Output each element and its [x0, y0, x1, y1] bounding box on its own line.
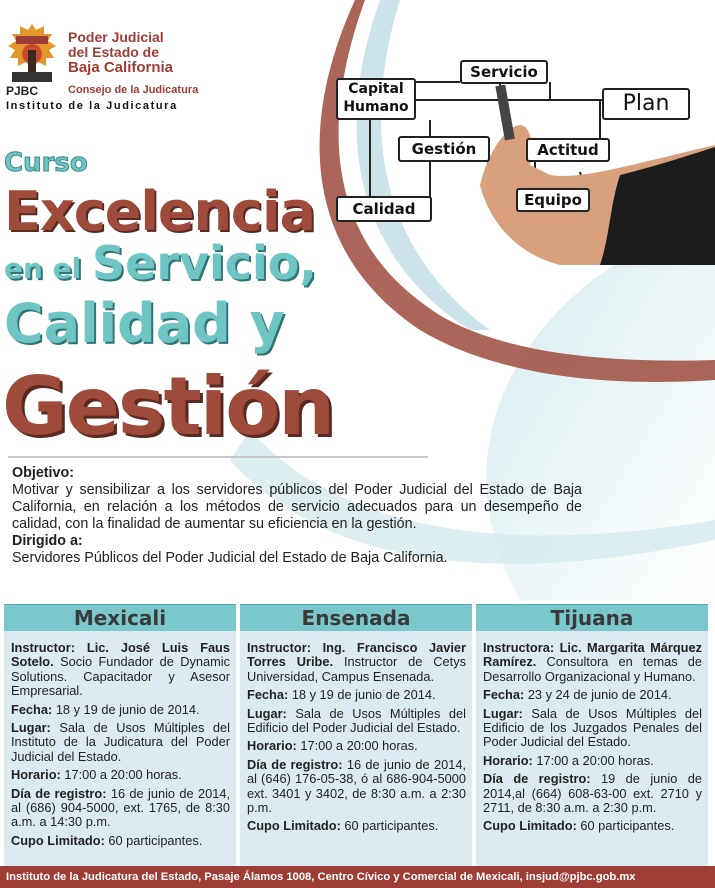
- cupo-value: 60 participantes.: [108, 832, 203, 848]
- registro-value: 16 de junio de 2014, al (646) 176-05-38, ó al 686-904-5000 ext. 3401 y 3402, de 8:30 a.m. a 2:30 p.m.: [247, 756, 466, 816]
- title-curso: Curso: [4, 148, 88, 178]
- sede-city: Mexicali: [4, 604, 236, 631]
- horario-value: 17:00 a 20:00 horas.: [300, 738, 418, 754]
- registro-label: Día de registro:: [247, 756, 343, 772]
- horario-label: Horario:: [483, 752, 533, 768]
- cupo-label: Cupo Limitado:: [247, 818, 341, 834]
- lugar-label: Lugar:: [11, 720, 51, 736]
- diagram-capital-humano: Capital Humano: [336, 78, 416, 120]
- org-line-3: Baja California: [68, 59, 174, 76]
- registro-value: 19 de junio de 2014,al (664) 608-63-00 ext. 2710 y 2711, de 8:30 a.m. a 2:30 p.m.: [483, 771, 702, 816]
- divider: [8, 456, 428, 458]
- instructor-label: Instructora:: [483, 640, 555, 655]
- diagram-servicio: Servicio: [460, 60, 548, 84]
- objetivo-heading: Objetivo:: [12, 465, 74, 481]
- diagram-plan: Plan: [602, 88, 690, 120]
- instructor-name: Lic. Margarita Márquez Ramírez.: [483, 640, 702, 670]
- course-description: [12, 465, 582, 567]
- registro-value: 16 de junio de 2014, al (686) 904-5000, ext. 1765, de 8:30 a.m. a 14:30 p.m.: [11, 785, 230, 830]
- cupo-value: 60 participantes.: [344, 818, 439, 834]
- lugar-value: Sala de Usos Múltiples del Instituto de la Judicatura del Poder Judicial del Estado.: [11, 720, 231, 764]
- dirigido-heading: Dirigido a:: [12, 533, 83, 549]
- lugar-value: Sala de Usos Múltiples del Edificio del Poder Judicial del Estado.: [247, 705, 467, 736]
- sede-city: Tijuana: [476, 604, 708, 631]
- cupo-value: 60 participantes.: [580, 818, 675, 834]
- registro-label: Día de registro:: [11, 785, 107, 801]
- instructor-desc: Consultora en temas de Desarrollo Organizacional y Humano.: [483, 654, 702, 684]
- concept-diagram: [330, 60, 715, 265]
- registro-label: Día de registro:: [483, 771, 591, 787]
- cupo-label: Cupo Limitado:: [11, 832, 105, 848]
- org-line-2: del Estado de: [68, 44, 160, 60]
- title-line-en-el: en el: [4, 252, 82, 285]
- sede-ensenada: [240, 604, 472, 866]
- instructor-desc: Socio Fundador de Dynamic Solutions. Capacitador y Asesor Empresarial.: [11, 654, 231, 699]
- header-branding: [6, 22, 226, 114]
- objetivo-text: Motivar y sensibilizar a los servidores públicos del Poder Judicial del Estado de Baja California, en relación a los métodos de servicio adecuados para un desempeño de calidad, con la finalidad de aumentar su eficiencia en la gestión.: [12, 482, 582, 532]
- horario-label: Horario:: [11, 767, 61, 783]
- diagram-actitud: Actitud: [526, 138, 610, 162]
- cupo-label: Cupo Limitado:: [483, 818, 577, 834]
- diagram-equipo: Equipo: [516, 188, 590, 212]
- organization-name: [68, 30, 228, 76]
- instructor-name: Lic. José Luis Faus Sotelo.: [11, 640, 230, 670]
- fecha-label: Fecha:: [483, 687, 525, 703]
- instructor-label: Instructor:: [11, 640, 75, 655]
- footer-contact: Instituto de la Judicatura del Estado, Pasaje Álamos 1008, Centro Cívico y Comercial de Mexicali, insjud@pjbc.gob.mx: [0, 866, 715, 888]
- instituto-label: Instituto de la Judicatura: [6, 100, 178, 112]
- sede-tijuana: [476, 604, 708, 866]
- title-line-servicio: Servicio,: [92, 236, 317, 290]
- org-line-1: Poder Judicial: [68, 29, 164, 45]
- fecha-label: Fecha:: [11, 701, 53, 717]
- title-line-excelencia: Excelencia: [4, 180, 315, 243]
- horario-value: 17:00 a 20:00 horas.: [64, 767, 182, 783]
- instructor-name: Ing. Francisco Javier Torres Uribe.: [247, 640, 466, 670]
- diagram-calidad: Calidad: [336, 196, 432, 222]
- title-line-gestion: Gestión: [2, 360, 334, 453]
- sede-mexicali: [4, 604, 236, 866]
- judicial-seal-logo: [6, 22, 58, 92]
- instructor-label: Instructor:: [247, 640, 311, 655]
- consejo-label: Consejo de la Judicatura: [68, 84, 199, 96]
- lugar-label: Lugar:: [247, 705, 287, 721]
- pjbc-label: PJBC: [6, 84, 39, 98]
- lugar-label: Lugar:: [483, 705, 523, 721]
- sede-city: Ensenada: [240, 604, 472, 631]
- diagram-gestion: Gestión: [398, 136, 490, 162]
- horario-value: 17:00 a 20:00 horas.: [536, 752, 654, 768]
- fecha-label: Fecha:: [247, 687, 289, 703]
- fecha-value: 23 y 24 de junio de 2014.: [527, 687, 672, 703]
- fecha-value: 18 y 19 de junio de 2014.: [291, 687, 436, 703]
- instructor-desc: Instructor de Cetys Universidad, Campus Ensenada.: [247, 654, 466, 684]
- fecha-value: 18 y 19 de junio de 2014.: [55, 701, 200, 717]
- dirigido-text: Servidores Públicos del Poder Judicial del Estado de Baja California.: [12, 550, 448, 566]
- title-line-calidad: Calidad y: [4, 292, 285, 355]
- lugar-value: Sala de Usos Múltiples del Edificio de los Juzgados Penales del Poder Judicial del Estado.: [483, 705, 703, 750]
- horario-label: Horario:: [247, 738, 297, 754]
